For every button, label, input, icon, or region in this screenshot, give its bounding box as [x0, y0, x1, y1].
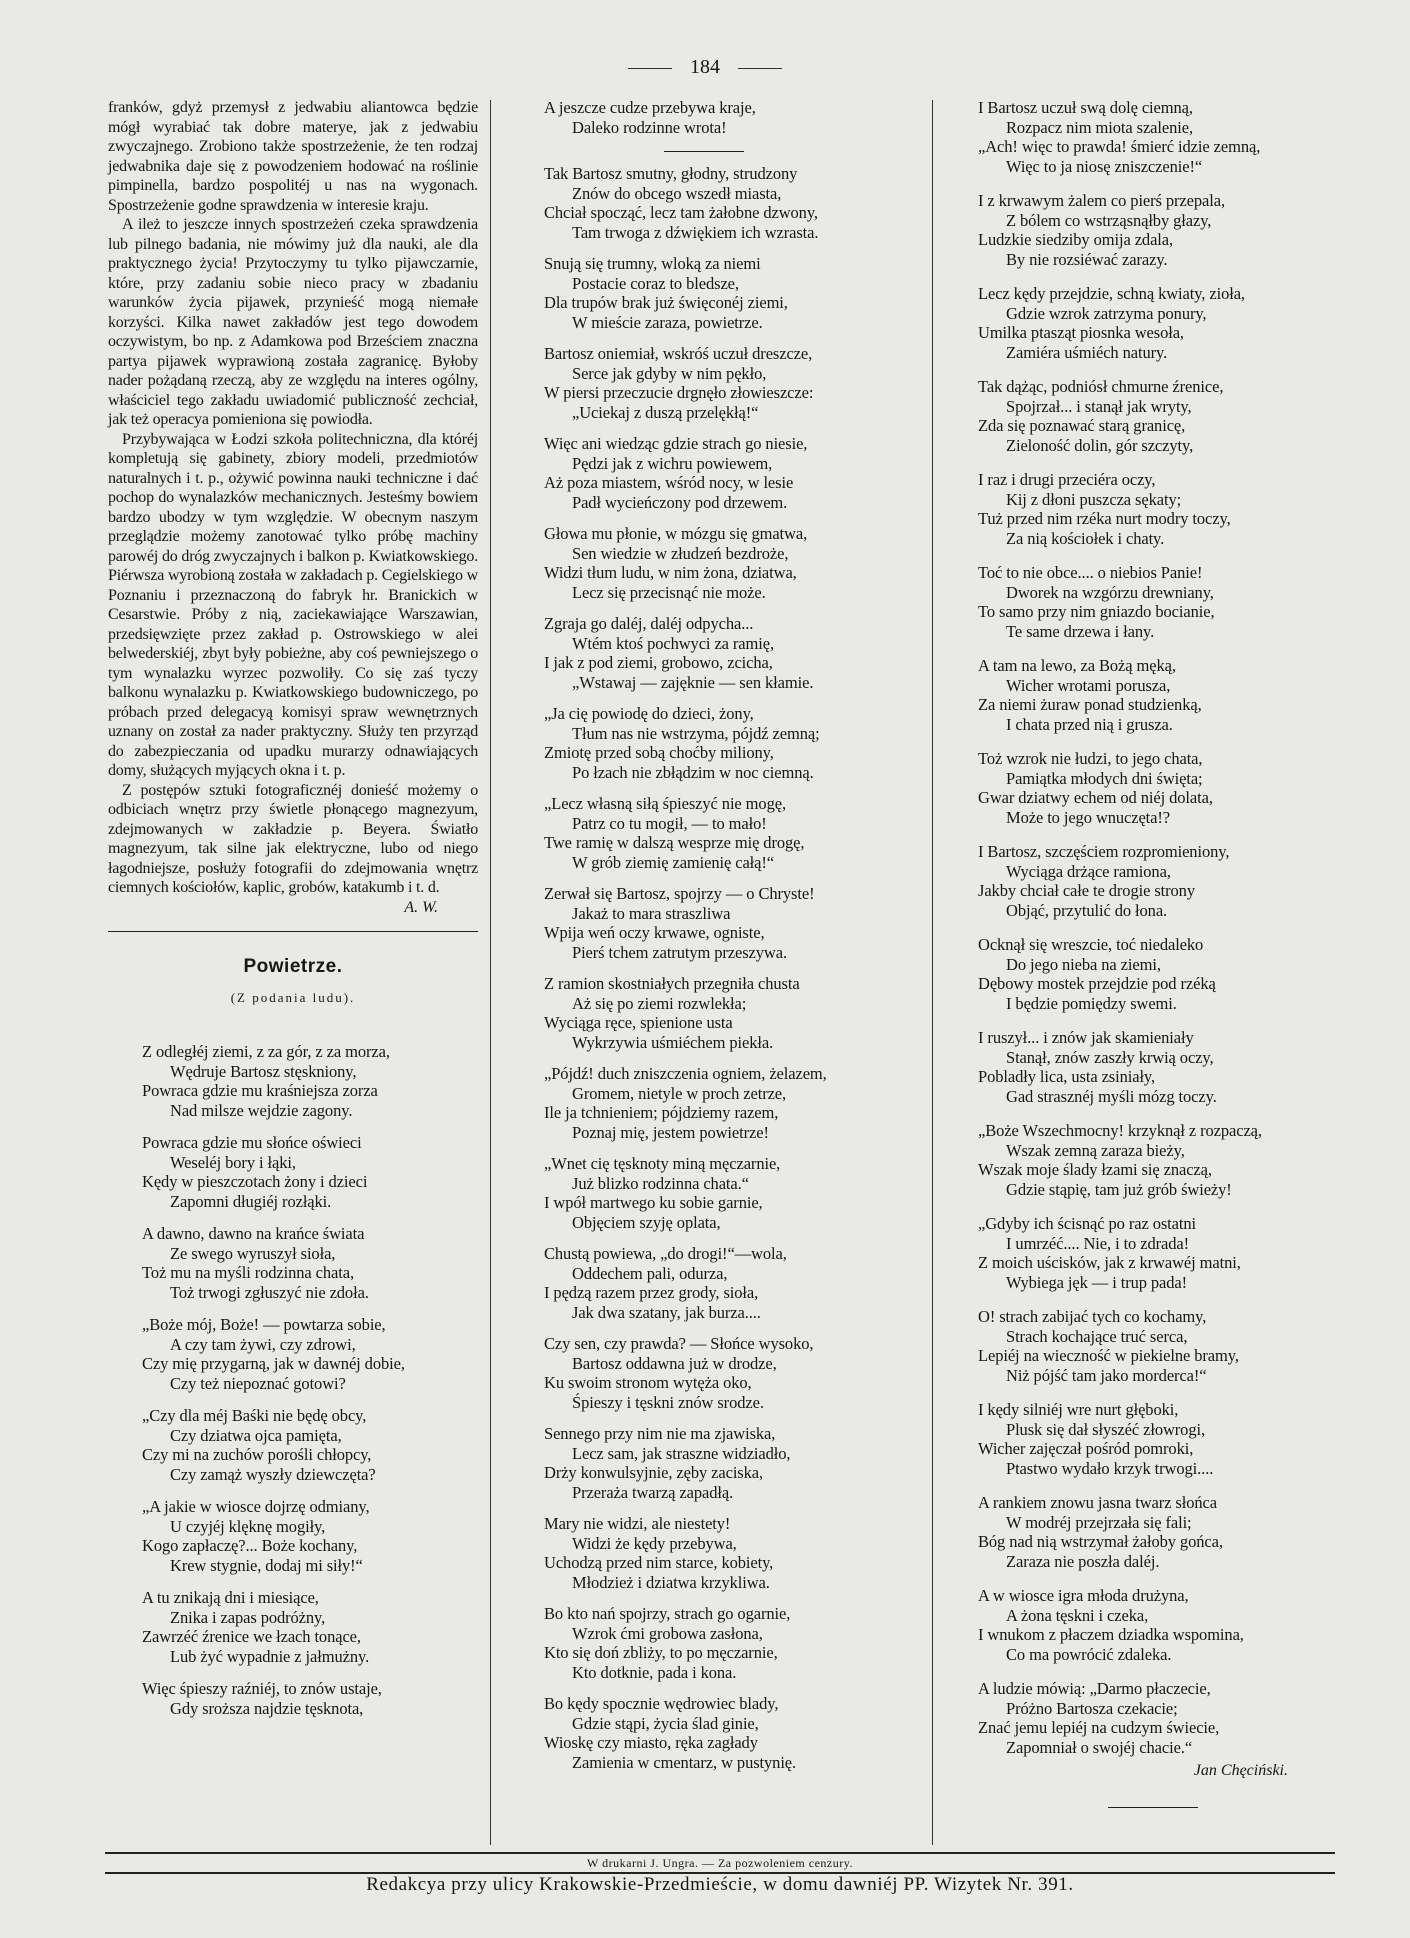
stanza	[142, 1497, 478, 1575]
paragraph: Przybywająca w Łodzi szkoła politechniczna, dla któréj kompletują się gabinety, zbiory modeli, przedmiotów naturalnych i t. p., ożywić powinna nauki techniczne i dać pochop do wynalazków mechanicznych. Jesteśmy bowiem bardzo ubodzy w tym względzie. W obecnym naszym przeglądzie możemy zanotować tylko próbę machiny parowéj do dróg zwyczajnych i balkon p. Kwiatkowskiego. Piérwsza wyrobioną została w zakładach p. Cegielskiego w Poznaniu i przeznaczoną do fabryk hr. Branickich w Cesarstwie. Próby z nią, zaciekawiające Warszawian, przedsięwzięte przez zakład p. Ostrowskiego w alei belwederskiéj, zbyt były pobieżne, aby coś pewniejszego o tym wynalazku wyrzec pozwoliły. Co się zaś tyczy balkonu wynalazku p. Kwiatkowskiego budowniczego, po próbach przed delegacyą komisyi spraw wewnętrznych uznany on został za nader praktyczny. Służy ten przyrząd do zabezpieczania od upadku murarzy odnawiających domy, służących myjących okna i t. p.	[108, 430, 479, 779]
poem-line: „A jakie w wiosce dojrzę odmiany,	[142, 1497, 370, 1516]
poem-line: Bóg nad nią wstrzymał żałoby gońca,	[978, 1532, 1223, 1551]
poem-line: Wicher zajęczał pośród pomroki,	[978, 1439, 1194, 1458]
poem-line: Z bólem co wstrząsnąłby głazy,	[1006, 210, 1212, 230]
poem-line: Widzi tłum ludu, w nim żona, dziatwa,	[544, 563, 797, 582]
poem-line: Kogo zapłaczę?... Boże kochany,	[142, 1536, 358, 1555]
stanza	[544, 164, 914, 242]
poem-line: Plusk się dał słyszéć złowrogi,	[1006, 1419, 1205, 1439]
poem-line: Zamienia w cmentarz, w pustynię.	[572, 1752, 797, 1772]
poem-line: Więc ani wiedząc gdzie strach go niesie,	[544, 434, 808, 453]
stanza	[544, 1244, 914, 1322]
poem-line: Kędy w pieszczotach żony i dzieci	[142, 1172, 368, 1191]
poem-stanzas	[544, 98, 914, 1772]
stanza	[544, 1514, 914, 1592]
poem-line: „Wnet cię tęsknoty miną męczarnie,	[544, 1154, 781, 1173]
poem-line: Pierś tchem zatrutym przeszywa.	[572, 942, 787, 962]
stanza	[978, 470, 1338, 548]
page-number	[0, 56, 1410, 79]
poem-line: Głowa mu płonie, w mózgu się gmatwa,	[544, 524, 808, 543]
poem-line: Dębowy mostek przejdzie pod rzéką	[978, 974, 1216, 993]
poem-line: „Lecz własną siłą śpieszyć nie mogę,	[544, 794, 786, 813]
poem-line: „Wstawaj — zajęknie — sen kłamie.	[572, 672, 814, 692]
poem-line: I Bartosz uczuł swą dolę ciemną,	[978, 98, 1193, 117]
poem-line: A tam na lewo, za Bożą męką,	[978, 656, 1176, 675]
column-divider	[490, 100, 491, 1845]
poem-line: Gdzie wzrok zatrzyma ponury,	[1006, 303, 1207, 323]
poem-line: A jeszcze cudze przebywa kraje,	[544, 98, 756, 117]
poem-line: I kędy silniéj wre nurt głęboki,	[978, 1400, 1179, 1419]
column-2	[544, 98, 914, 1772]
stanza	[544, 524, 914, 602]
paragraph: franków, gdyż przemysł z jedwabiu aliantowca będzie mógł wyrabiać tak dobre materye, jak z jedwabiu zwyczajnego. Zrobiono także spostrzeżenie, że ten rodzaj jedwabnika daje się z powodzeniem hodować na roślinie pimpinella, bardzo pospolitéj u nas na wygonach. Spostrzeżenie godne sprawdzenia w interesie kraju.	[108, 99, 478, 214]
poem-line: Zerwał się Bartosz, spojrzy — o Chryste!	[544, 884, 815, 903]
poem-line: I wpół martwego ku sobie garnie,	[544, 1193, 763, 1212]
poem-line: Czy mi na zuchów porośli chłopcy,	[142, 1445, 372, 1464]
poem-line: Tak Bartosz smutny, głodny, strudzony	[544, 164, 798, 183]
stanza-rule	[664, 151, 744, 152]
poem-line: „Ja cię powiodę do dzieci, żony,	[544, 704, 754, 723]
poem-line: Toż mu na myśli rodzinna chata,	[142, 1263, 355, 1282]
poem-line: Wtém ktoś pochwyci za ramię,	[572, 633, 775, 653]
poem-line: Lepiéj na wieczność w piekielne bramy,	[978, 1346, 1239, 1365]
section-rule	[108, 931, 478, 932]
poem-line: Pamiątka młodych dni święta;	[1006, 768, 1203, 788]
poem-line: Czy mię przygarną, jak w dawnéj dobie,	[142, 1354, 405, 1373]
poem-line: Do jego nieba na ziemi,	[1006, 954, 1161, 974]
poem-line: Wpija weń oczy krwawe, ogniste,	[544, 923, 765, 942]
poem-line: Powraca gdzie mu kraśniejsza zorza	[142, 1081, 378, 1100]
poem-line: A żona tęskni i czeka,	[1006, 1605, 1149, 1625]
poem-line: I z krwawym żalem co pierś przepala,	[978, 191, 1225, 210]
stanza	[978, 1214, 1338, 1292]
poem-line: I umrzéć.... Nie, i to zdrada!	[1006, 1233, 1189, 1253]
poem-line: Snują się trumny, wloką za niemi	[544, 254, 761, 273]
poem-line: By nie rozsiéwać zarazy.	[1006, 249, 1168, 269]
poem-line: Znów do obcego wszedł miasta,	[572, 183, 782, 203]
poem-line: Poznaj mię, jestem powietrze!	[572, 1122, 769, 1142]
poem-line: Śpieszy i tęskni znów srodze.	[572, 1392, 764, 1412]
poem-line: Po łzach nie zbłądzim w noc ciemną.	[572, 762, 814, 782]
stanza	[544, 704, 914, 782]
poem-line: Chciał spocząć, lecz tam żałobne dzwony,	[544, 203, 818, 222]
poem-line: „Boże Wszechmocny! krzyknął z rozpaczą,	[978, 1121, 1262, 1140]
poem-line: Gromem, nietyle w proch zetrze,	[572, 1083, 787, 1103]
stanza	[142, 1224, 478, 1302]
poem-line: Zapomniał o swojéj chacie.“	[1006, 1737, 1193, 1757]
poem-line: Krew stygnie, dodaj mi siły!“	[170, 1555, 363, 1575]
poem-line: Umilka ptasząt piosnka wesoła,	[978, 323, 1184, 342]
stanza	[544, 974, 914, 1052]
poem-line: I raz i drugi przeciéra oczy,	[978, 470, 1156, 489]
poem-line: W modréj przejrzała się fali;	[1006, 1512, 1192, 1532]
stanza	[978, 1400, 1338, 1478]
stanza	[544, 1064, 914, 1142]
poem-line: Niż pójść tam jako morderca!“	[1006, 1365, 1207, 1385]
poem-line: Dla trupów brak już święconéj ziemi,	[544, 293, 788, 312]
poem-line: Z ramion skostniałych przegniła chusta	[544, 974, 800, 993]
paragraph: A ileż to jeszcze innych spostrzeżeń czeka sprawdzenia lub pilnego badania, nie mówimy już dla nauki, ale dla praktycznego życia! Przytoczymy tu tylko pijawczarnie, które, przy zadaniu sobie nieco pracy w zbadaniu warunków życia pijawek, przynieść mogą niemałe korzyści. Kilka nawet zakładów jest tego dowodem oczywistym, bo np. z Adamkowa pod Brześciem znaczna partya pijawek wyprawioną została zagranicę. Byłoby nader pożądaną rzeczą, aby ze względu na interes ogólny, właściciel tego zakładu uwiadomić publiczność zechciał, jak też operacya pomieniona się powiodła.	[108, 216, 478, 428]
poem-line: Lecz się przecisnąć nie może.	[572, 582, 766, 602]
poem-line: To samo przy nim gniazdo bocianie,	[978, 602, 1215, 621]
poem-line: A czy tam żywi, czy zdrowi,	[170, 1334, 356, 1354]
poem-line: Toć to nie obce.... o niebios Panie!	[978, 563, 1203, 582]
poem-line: Za nią kościołek i chaty.	[1006, 528, 1165, 548]
poem-line: Objęciem szyję oplata,	[572, 1212, 721, 1232]
poem-line: Nad milsze wejdzie zagony.	[170, 1100, 353, 1120]
poem-line: Drży konwulsyjnie, zęby zaciska,	[544, 1463, 764, 1482]
stanza	[544, 614, 914, 692]
poem-line: Młodzież i dziatwa krzykliwa.	[572, 1572, 770, 1592]
poem-line: Weseléj bory i łąki,	[170, 1152, 296, 1172]
poem-line: Mary nie widzi, ale niestety!	[544, 1514, 731, 1533]
poem-line: Lecz kędy przejdzie, schną kwiaty, zioła,	[978, 284, 1245, 303]
poem-line: Ocknął się wreszcie, toć niedaleko	[978, 935, 1204, 954]
poem-line: Wicher wrotami porusza,	[1006, 675, 1171, 695]
poem-line: Sennego przy nim nie ma zjawiska,	[544, 1424, 776, 1443]
poem-line: Uchodzą przed nim starce, kobiety,	[544, 1553, 774, 1572]
poem-line: Co ma powrócić zdaleka.	[1006, 1644, 1172, 1664]
poem-line: A dawno, dawno na krańce świata	[142, 1224, 365, 1243]
stanza	[544, 1334, 914, 1412]
poem-subtitle: (Z podania ludu).	[230, 990, 356, 1005]
poem-line: Zaraza nie poszła daléj.	[1006, 1551, 1160, 1571]
poem-line: I wnukom z płaczem dziadka wspomina,	[978, 1625, 1244, 1644]
poem-line: Ze swego wyruszył sioła,	[170, 1243, 336, 1263]
poem-line: Te same drzewa i łany.	[1006, 621, 1155, 641]
poem-line: Kto dotknie, pada i kona.	[572, 1662, 737, 1682]
poem-line: A rankiem znowu jasna twarz słońca	[978, 1493, 1217, 1512]
stanza	[544, 1694, 914, 1772]
stanza	[142, 1588, 478, 1666]
end-rule	[1108, 1807, 1198, 1808]
poem-line: I jak z pod ziemi, grobowo, zcicha,	[544, 653, 773, 672]
poem-line: Wioskę czy miasto, ręka zagłady	[544, 1733, 758, 1752]
stanza	[544, 344, 914, 422]
page-number-text: 184	[690, 56, 720, 78]
prose-signature: A. W.	[404, 898, 438, 916]
poem-line: W mieście zaraza, powietrze.	[572, 312, 763, 332]
poem-line: Stanął, znów zaszły krwią oczy,	[1006, 1047, 1214, 1067]
poem-line: Bo kto nań spojrzy, strach go ogarnie,	[544, 1604, 791, 1623]
poem-line: Wybiega jęk — i trup pada!	[1006, 1272, 1188, 1292]
poem-line: Ptastwo wydało krzyk trwogi....	[1006, 1458, 1214, 1478]
column-1	[108, 98, 478, 1718]
poem-line: Tak dążąc, podniósł chmurne źrenice,	[978, 377, 1224, 396]
poem-line: I ruszył... i znów jak skamieniały	[978, 1028, 1194, 1047]
poem-line: Jakby chciał całe te drogie strony	[978, 881, 1195, 900]
poem-title: Powietrze.	[243, 956, 343, 977]
poem-line: Serce jak gdyby w nim pękło,	[572, 363, 767, 383]
poem-line: Może to jego wnuczęta!?	[1006, 807, 1170, 827]
poem-line: Wyciąga ręce, spienione usta	[544, 1013, 733, 1032]
divider	[738, 68, 782, 69]
stanza	[544, 98, 914, 137]
poem-line: Zda się poznawać starą granicę,	[978, 416, 1186, 435]
poem-line: Ludzkie siedziby omija zdala,	[978, 230, 1174, 249]
poem-line: Wszak zemną zaraza bieży,	[1006, 1140, 1185, 1160]
poem-line: „Gdyby ich ścisnąć po raz ostatni	[978, 1214, 1197, 1233]
poem-line: Bo kędy spocznie wędrowiec blady,	[544, 1694, 779, 1713]
poem-line: Dworek na wzgórzu drewniany,	[1006, 582, 1214, 602]
poem-line: Znika i zapas podróżny,	[170, 1607, 326, 1627]
poem-line: Gdzie stąpi, życia ślad ginie,	[572, 1713, 759, 1733]
poem-line: Jak dwa szatany, jak burza....	[572, 1302, 761, 1322]
poem-line: Czy dziatwa ojca pamięta,	[170, 1425, 342, 1445]
poem-line: Tam trwoga z dźwiękiem ich wzrasta.	[572, 222, 819, 242]
stanza	[142, 1133, 478, 1211]
poem-line: „Boże mój, Boże! — powtarza sobie,	[142, 1315, 386, 1334]
poem-line: Spojrzał... i stanął jak wryty,	[1006, 396, 1192, 416]
poem-line: Pędzi jak z wichru powiewem,	[572, 453, 773, 473]
poem-line: Aż poza miastem, wśród nocy, w lesie	[544, 473, 794, 492]
poem-line: Widzi że kędy przebywa,	[572, 1533, 737, 1553]
printer-note: W drukarni J. Ungra. — Za pozwoleniem cenzury.	[105, 1852, 1335, 1874]
poem-line: Więc to ja niosę zniszczenie!“	[1006, 156, 1203, 176]
stanza	[978, 1121, 1338, 1199]
poem-line: Powraca gdzie mu słońce oświeci	[142, 1133, 362, 1152]
poem-line: Gad strasznéj myśli mózg toczy.	[1006, 1086, 1217, 1106]
poem-line: Ku swoim stronom wytęża oko,	[544, 1373, 752, 1392]
poem-line: Chustą powiewa, „do drogi!“—wola,	[544, 1244, 787, 1263]
poem-line: Sen wiedzie w złudzeń bezdroże,	[572, 543, 789, 563]
divider	[628, 68, 672, 69]
poem-line: Objąć, przytulić do łona.	[1006, 900, 1168, 920]
poem-line: Zamiéra uśmiéch natury.	[1006, 342, 1168, 362]
poem-line: A w wiosce igra młoda drużyna,	[978, 1586, 1189, 1605]
poem-line: Oddechem pali, odurza,	[572, 1263, 728, 1283]
poem-line: Toż trwogi zgłuszyć nie zdoła.	[170, 1282, 369, 1302]
stanza	[544, 884, 914, 962]
poem-line: Patrz co tu mogił, — to mało!	[572, 813, 767, 833]
stanza	[978, 284, 1338, 362]
stanza	[978, 1679, 1338, 1757]
poem-line: Bartosz oniemiał, wskróś uczuł dreszcze,	[544, 344, 813, 363]
poem-line: Czy też niepoznać gotowi?	[170, 1373, 346, 1393]
poem-line: Wykrzywia uśmiéchem piekła.	[572, 1032, 774, 1052]
poem-line: Próżno Bartosza czekacie;	[1006, 1698, 1178, 1718]
poem-line: I chata przed nią i grusza.	[1006, 714, 1173, 734]
poem-line: Pobladły lica, usta zsiniały,	[978, 1067, 1156, 1086]
poem-line: Zapomni długiéj rozłąki.	[170, 1191, 332, 1211]
poem-line: Lecz sam, jak straszne widziadło,	[572, 1443, 791, 1463]
poem-line: O! strach zabijać tych co kochamy,	[978, 1307, 1207, 1326]
poem-line: I pędzą razem przez grody, sioła,	[544, 1283, 759, 1302]
stanza	[142, 1679, 478, 1718]
poem-line: Rozpacz nim miota szalenie,	[1006, 117, 1193, 137]
poem-line: U czyjéj klęknę mogiły,	[170, 1516, 326, 1536]
stanza	[142, 1406, 478, 1484]
stanza	[978, 842, 1338, 920]
poem-line: Padł wycieńczony pod drzewem.	[572, 492, 788, 512]
poem-line: Zawrzéć źrenice we łzach tonące,	[142, 1627, 361, 1646]
poem-line: Kto się doń zbliży, to po męczarnie,	[544, 1643, 778, 1662]
poem-line: Zmiotę przed sobą choćby miliony,	[544, 743, 774, 762]
stanza	[142, 1315, 478, 1393]
poem-line: Kij z dłoni puszcza sękaty;	[1006, 489, 1182, 509]
poem-line: Wędruje Bartosz stęskniony,	[170, 1061, 357, 1081]
poem-line: Gdzie stąpię, tam już grób świeży!	[1006, 1179, 1232, 1199]
poem-line: Zieloność dolin, gór szczyty,	[1006, 435, 1194, 455]
stanza	[978, 1307, 1338, 1385]
poem-line: Lub żyć wypadnie z jałmużny.	[170, 1646, 370, 1666]
stanza	[978, 1586, 1338, 1664]
poem-line: Aż się po ziemi rozwlekła;	[572, 993, 747, 1013]
editorial-address: Redakcya przy ulicy Krakowskie-Przedmieście, w domu dawniéj PP. Wizytek Nr. 391.	[366, 1874, 1074, 1895]
stanza	[544, 1154, 914, 1232]
poem-line: W grób ziemię zamienię całą!“	[572, 852, 775, 872]
poem-line: Tuż przed nim rzéka nurt modry toczy,	[978, 509, 1231, 528]
column-3	[978, 98, 1338, 1808]
poem-signature: Jan Chęciński.	[1193, 1762, 1288, 1779]
poem-line: „Pójdź! duch zniszczenia ogniem, żelazem,	[544, 1064, 827, 1083]
poem-line: „Ach! więc to prawda! śmierć idzie zemną,	[978, 137, 1261, 156]
stanza	[978, 749, 1338, 827]
stanza	[142, 1042, 478, 1120]
poem-line: Z moich uścisków, jak z krwawéj matni,	[978, 1253, 1241, 1272]
stanza	[544, 434, 914, 512]
stanza	[978, 935, 1338, 1013]
poem-line: Postacie coraz to bledsze,	[572, 273, 739, 293]
poem-line: Gwar dziatwy echem od niéj dolata,	[978, 788, 1213, 807]
poem-line: Za niemi żuraw ponad studzienką,	[978, 695, 1202, 714]
article-prose	[108, 98, 478, 898]
poem-line: Więc śpieszy raźniéj, to znów ustaje,	[142, 1679, 382, 1698]
poem-line: Twe ramię w dalszą wesprze mię drogę,	[544, 833, 805, 852]
poem-line: I Bartosz, szczęściem rozpromieniony,	[978, 842, 1230, 861]
poem-line: Toż wzrok nie łudzi, to jego chata,	[978, 749, 1203, 768]
stanza	[544, 1424, 914, 1502]
stanza	[978, 1028, 1338, 1106]
stanza	[978, 191, 1338, 269]
poem-line: W piersi przeczucie drgnęło złowieszcze:	[544, 383, 814, 402]
poem-line: Wzrok ćmi grobowa zasłona,	[572, 1623, 763, 1643]
poem-line: „Uciekaj z duszą przelękłą!“	[572, 402, 759, 422]
poem-line: Zgraja go daléj, daléj odpycha...	[544, 614, 754, 633]
poem-line: Strach kochające truć serca,	[1006, 1326, 1188, 1346]
column-divider	[932, 100, 933, 1845]
poem-line: Jakaż to mara straszliwa	[572, 903, 731, 923]
stanza	[978, 1493, 1338, 1571]
poem-line: Bartosz oddawna już w drodze,	[572, 1353, 777, 1373]
poem-line: Przeraża twarzą zapadłą.	[572, 1482, 734, 1502]
poem-line: A ludzie mówią: „Darmo płaczecie,	[978, 1679, 1211, 1698]
poem-line: Z odległéj ziemi, z za gór, z za morza,	[142, 1042, 390, 1061]
poem-line: A tu znikają dni i miesiące,	[142, 1588, 319, 1607]
poem-line: „Czy dla méj Baśki nie będę obcy,	[142, 1406, 367, 1425]
poem-line: Wszak moje ślady łzami się znaczą,	[978, 1160, 1212, 1179]
poem-line: Daleko rodzinne wrota!	[572, 117, 727, 137]
poem-line: Czy zamąż wyszły dziewczęta?	[170, 1464, 376, 1484]
poem-line: Znać jemu lepiéj na cudzym świecie,	[978, 1718, 1220, 1737]
stanza	[544, 254, 914, 332]
poem-line: Gdy sroższa najdzie tęsknota,	[170, 1698, 364, 1718]
paragraph: Z postępów sztuki fotograficznéj donieść możemy o odbiciach wnętrz przy świetle płonącego magnezyum, zdejmowanych w zakładzie p. Beyera. Światło magnezyum, tak silne jak elektryczne, lubo od niego łagodniejsze, posłuży fotografii do zdejmowania wnętrz ciemnych kościołów, kaplic, grobów, katakumb i t. d.	[108, 781, 478, 896]
stanza	[544, 1604, 914, 1682]
poem-line: Już blizko rodzinna chata.“	[572, 1173, 749, 1193]
poem-line: Ile ja tchnieniem; pójdziemy razem,	[544, 1103, 779, 1122]
poem-stanzas	[108, 1042, 478, 1718]
poem-line: Tłum nas nie wstrzyma, pójdź zemną;	[572, 723, 820, 743]
poem-line: Czy sen, czy prawda? — Słońce wysoko,	[544, 1334, 814, 1353]
stanza	[978, 563, 1338, 641]
stanza	[978, 656, 1338, 734]
poem-line: Wyciąga drżące ramiona,	[1006, 861, 1171, 881]
poem-line: I będzie pomiędzy swemi.	[1006, 993, 1177, 1013]
stanza	[544, 794, 914, 872]
poem-stanzas	[978, 98, 1338, 1757]
stanza	[978, 377, 1338, 455]
stanza	[978, 98, 1338, 176]
